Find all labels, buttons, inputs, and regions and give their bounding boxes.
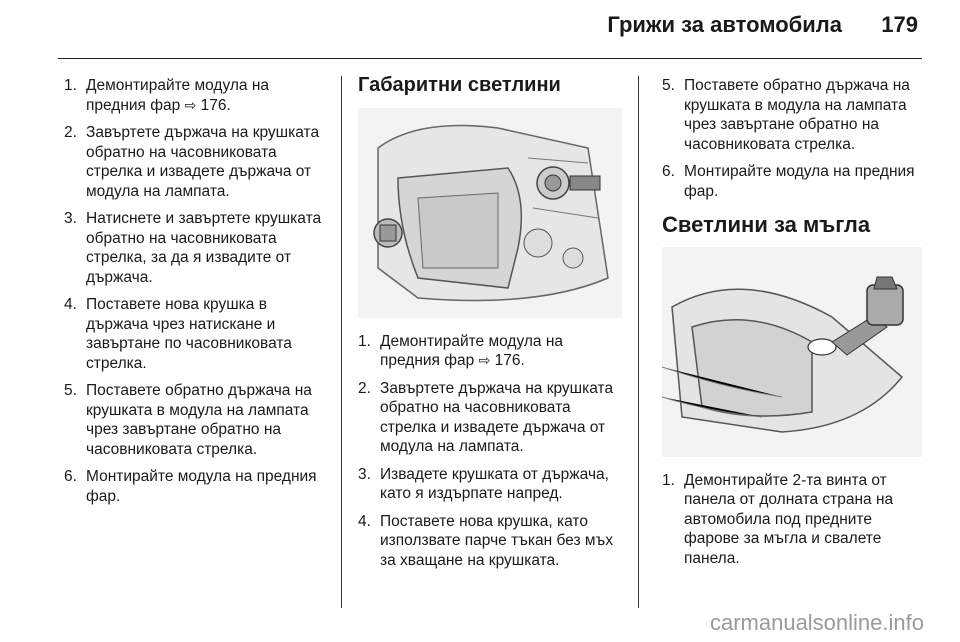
step-text: Завъртете държача на крушката обратно на часовниковата стрелка и извадете държача от модула на лампата. (86, 124, 320, 200)
header-divider (58, 58, 922, 59)
step-number: 4. (358, 512, 371, 530)
fog-lamp-illustration (662, 247, 922, 457)
list-item (64, 381, 329, 459)
step-number: 1. (662, 471, 675, 489)
step-text: Поставете обратно държача на крушката в модула на лампата чрез завъртане обратно на часовниковата стрелка. (86, 382, 312, 458)
step-list (358, 332, 623, 571)
step-number: 5. (64, 382, 77, 399)
page-ref-link[interactable]: 176. (200, 96, 231, 114)
list-item (662, 76, 924, 154)
page-ref-link[interactable]: 176. (494, 352, 525, 369)
step-text: Монтирайте модула на предния фар. (86, 468, 317, 505)
step-number: 5. (662, 77, 675, 94)
step-list (64, 76, 329, 506)
list-item (358, 465, 623, 504)
watermark: carmanualsonline.info (709, 610, 924, 635)
list-item (358, 332, 623, 371)
column-divider (341, 76, 342, 608)
headlamp-drawing-icon (358, 108, 622, 318)
step-text: Демонтирайте 2-та винта от панела от долната страна на автомобила под предните фарове за мъгла и свалете панела. (684, 471, 894, 567)
step-number: 6. (662, 163, 675, 180)
step-text (86, 76, 329, 115)
list-item (358, 379, 623, 457)
list-item (662, 162, 924, 201)
step-text (380, 332, 623, 371)
list-item (64, 209, 329, 287)
step-text-body: Демонтирайте модула на предния фар (380, 332, 564, 369)
column-2 (358, 76, 623, 578)
fog-lamp-drawing-icon (662, 247, 922, 457)
list-item (662, 471, 924, 569)
list-item (64, 295, 329, 373)
section-heading: Светлини за мъгла (662, 212, 871, 237)
page-ref-arrow-icon: ⇨ (478, 352, 491, 368)
page-number: 179 (881, 12, 918, 37)
step-number: 3. (64, 210, 77, 227)
step-number: 2. (64, 124, 77, 141)
page-ref-arrow-icon: ⇨ (184, 96, 197, 113)
step-text: Поставете нова крушка, като използвате парче тъкан без мъх за хващане на крушката. (380, 512, 613, 569)
step-number: 6. (64, 468, 77, 485)
step-number: 1. (358, 332, 371, 350)
step-text-body: Демонтирайте модула на предния фар (86, 77, 270, 114)
list-item (358, 512, 623, 571)
section-heading: Габаритни светлини (358, 74, 561, 96)
step-number: 3. (358, 465, 371, 483)
step-text: Монтирайте модула на предния фар. (684, 163, 915, 200)
step-text: Поставете нова крушка в държача чрез натискане и завъртане по часовниковата стрелка. (86, 296, 292, 372)
chapter-title: Грижи за автомобила (607, 12, 842, 37)
step-number: 1. (64, 77, 77, 94)
step-text: Завъртете държача на крушката обратно на часовниковата стрелка и извадете държача от модула на лампата. (380, 379, 614, 455)
step-text: Натиснете и завъртете крушката обратно на часовниковата стрелка, за да я извадите от държача. (86, 210, 322, 286)
step-list (662, 76, 924, 201)
step-number: 4. (64, 296, 77, 313)
headlamp-illustration (358, 108, 622, 318)
list-item (64, 467, 329, 506)
step-list (662, 471, 924, 569)
step-number: 2. (358, 379, 371, 397)
column-1 (64, 76, 329, 514)
list-item (64, 76, 329, 115)
list-item (64, 123, 329, 201)
column-3 (662, 76, 924, 576)
step-text: Извадете крушката от държача, като я издърпате напред. (380, 465, 609, 502)
step-text: Поставете обратно държача на крушката в модула на лампата чрез завъртане обратно на часовниковата стрелка. (684, 77, 910, 153)
column-divider (638, 76, 639, 608)
